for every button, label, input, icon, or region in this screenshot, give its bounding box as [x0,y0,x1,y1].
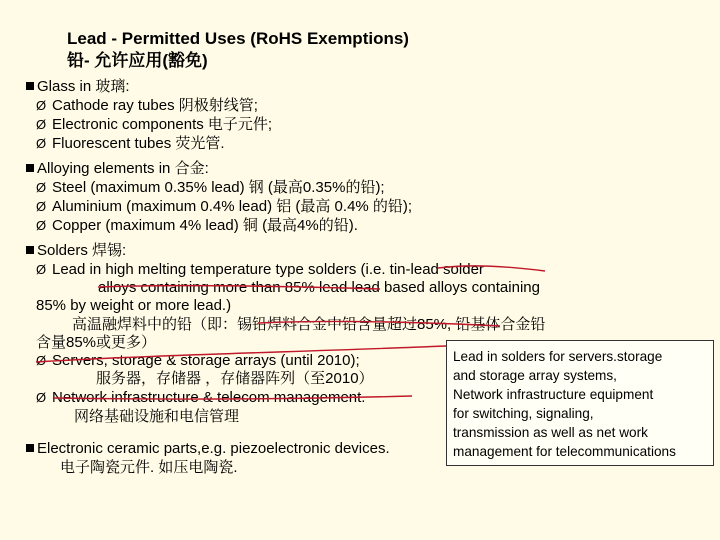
arrow-bullet-icon: Ø [36,390,47,405]
ceramic-chinese: 电子陶瓷元件. 如压电陶瓷. [60,459,238,476]
list-item [36,351,360,370]
list-item-text: Lead in high melting temperature type solders (i.e. tin-lead solder [52,261,484,278]
list-item-chinese: 含量85%或更多） [36,334,157,351]
list-item [36,216,358,235]
list-item [36,115,272,134]
arrow-bullet-icon: Ø [36,353,47,368]
list-item-continuation: alloys containing more than 85% lead lead based alloys containing [98,279,540,296]
list-item [36,260,484,279]
arrow-bullet-icon: Ø [36,218,47,233]
list-item-chinese: 服务器，存储器 ，存储器阵列（至2010） [96,370,374,387]
list-item-chinese: 高温融焊料中的铅（即：锡铅焊料合金中铅含量超过85%, 铅基体合金铅 [72,316,546,333]
list-item-chinese: 网络基础设施和电信管理 [74,408,240,425]
solders-heading-text: Solders 焊锡: [37,242,127,259]
square-bullet-icon [26,246,34,254]
ceramic-heading-text: Electronic ceramic parts,e.g. piezoelectronic devices. [37,440,390,457]
arrow-bullet-icon: Ø [36,262,47,277]
list-item [36,134,225,153]
list-item [36,178,385,197]
section-glass-heading [26,77,130,96]
list-item-text: Aluminium (maximum 0.4% lead) 铝 (最高 0.4% 的铅); [52,198,413,215]
list-item-continuation: 85% by weight or more lead.) [36,297,232,314]
list-item-text: Electronic components 电子元件; [52,116,273,133]
glass-heading-text: Glass in 玻璃: [37,78,130,95]
list-item-text: Cathode ray tubes 阴极射线管; [52,97,258,114]
arrow-bullet-icon: Ø [36,180,47,195]
section-alloying-heading [26,159,209,178]
list-item-text: Network infrastructure & telecom management. [52,389,366,406]
arrow-bullet-icon: Ø [36,136,47,151]
list-item [36,388,365,407]
arrow-bullet-icon: Ø [36,98,47,113]
square-bullet-icon [26,444,34,452]
arrow-bullet-icon: Ø [36,199,47,214]
list-item [36,197,412,216]
section-solders-heading [26,241,126,260]
square-bullet-icon [26,164,34,172]
list-item-text: Servers, storage & storage arrays (until 2010); [52,352,360,369]
page-title: Lead - Permitted Uses (RoHS Exemptions) [67,29,409,48]
list-item-text: Steel (maximum 0.35% lead) 钢 (最高0.35%的铅); [52,179,385,196]
page-subtitle: 铅- 允许应用(豁免) [67,51,208,70]
alloying-heading-text: Alloying elements in 合金: [37,160,209,177]
annotation-note-box: Lead in solders for servers.storage and storage array systems, Network infrastructure equipment for switching, signaling, transmission as well as net work management for telecommunications [446,340,714,466]
list-item-text: Copper (maximum 4% lead) 铜 (最高4%的铅). [52,217,358,234]
arrow-bullet-icon: Ø [36,117,47,132]
list-item-text: Fluorescent tubes 荧光管. [52,135,225,152]
list-item [36,96,258,115]
square-bullet-icon [26,82,34,90]
section-ceramic-heading [26,439,390,458]
